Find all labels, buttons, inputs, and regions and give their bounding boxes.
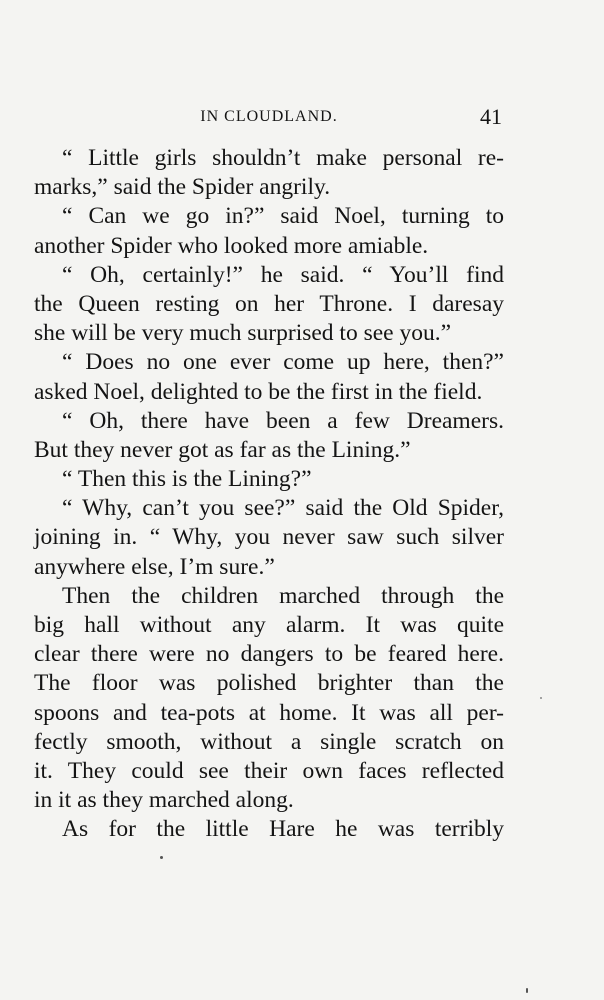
print-speck bbox=[540, 697, 542, 699]
text-line: she will be very much surprised to see you.” bbox=[34, 320, 452, 347]
text-line: spoons and tea-pots at home. It was all per- bbox=[34, 699, 504, 726]
body-text bbox=[34, 144, 504, 845]
text-line: big hall without any alarm. It was quite bbox=[34, 612, 504, 638]
running-head bbox=[34, 104, 504, 130]
text-line: Then the children marched through the bbox=[62, 582, 504, 609]
text-line: another Spider who looked more amiable. bbox=[34, 232, 429, 259]
text-line: joining in. “ Why, you never saw such silver bbox=[34, 524, 504, 551]
text-line: fectly smooth, without a single scratch on bbox=[34, 728, 504, 755]
text-line: As for the little Hare he was terribly bbox=[62, 816, 504, 843]
text-line: “ Can we go in?” said Noel, turning to bbox=[62, 203, 504, 230]
print-speck bbox=[526, 988, 528, 993]
text-line: “ Oh, there have been a few Dreamers. bbox=[62, 407, 504, 434]
text-line: the Queen resting on her Throne. I daresay bbox=[34, 290, 504, 317]
text-line: marks,” said the Spider angrily. bbox=[34, 174, 331, 201]
running-title: IN CLOUDLAND. bbox=[200, 108, 338, 125]
print-speck bbox=[160, 856, 163, 859]
page-number: 41 bbox=[480, 104, 502, 129]
text-line: asked Noel, delighted to be the first in the field. bbox=[34, 378, 483, 405]
text-line: anywhere else, I’m sure.” bbox=[34, 553, 275, 580]
text-line: “ Does no one ever come up here, then?” bbox=[62, 349, 504, 376]
text-line: The floor was polished brighter than the bbox=[34, 670, 504, 697]
text-line: “ Little girls shouldn’t make personal re- bbox=[62, 145, 504, 171]
text-line: “ Then this is the Lining?” bbox=[62, 466, 312, 493]
text-line: it. They could see their own faces reflected bbox=[34, 757, 504, 784]
text-line: But they never got as far as the Lining.” bbox=[34, 436, 411, 463]
text-line: clear there were no dangers to be feared here. bbox=[34, 641, 504, 668]
text-line: in it as they marched along. bbox=[34, 787, 294, 814]
text-line: “ Oh, certainly!” he said. “ You’ll find bbox=[62, 261, 504, 288]
text-line: “ Why, can’t you see?” said the Old Spider, bbox=[62, 495, 504, 522]
